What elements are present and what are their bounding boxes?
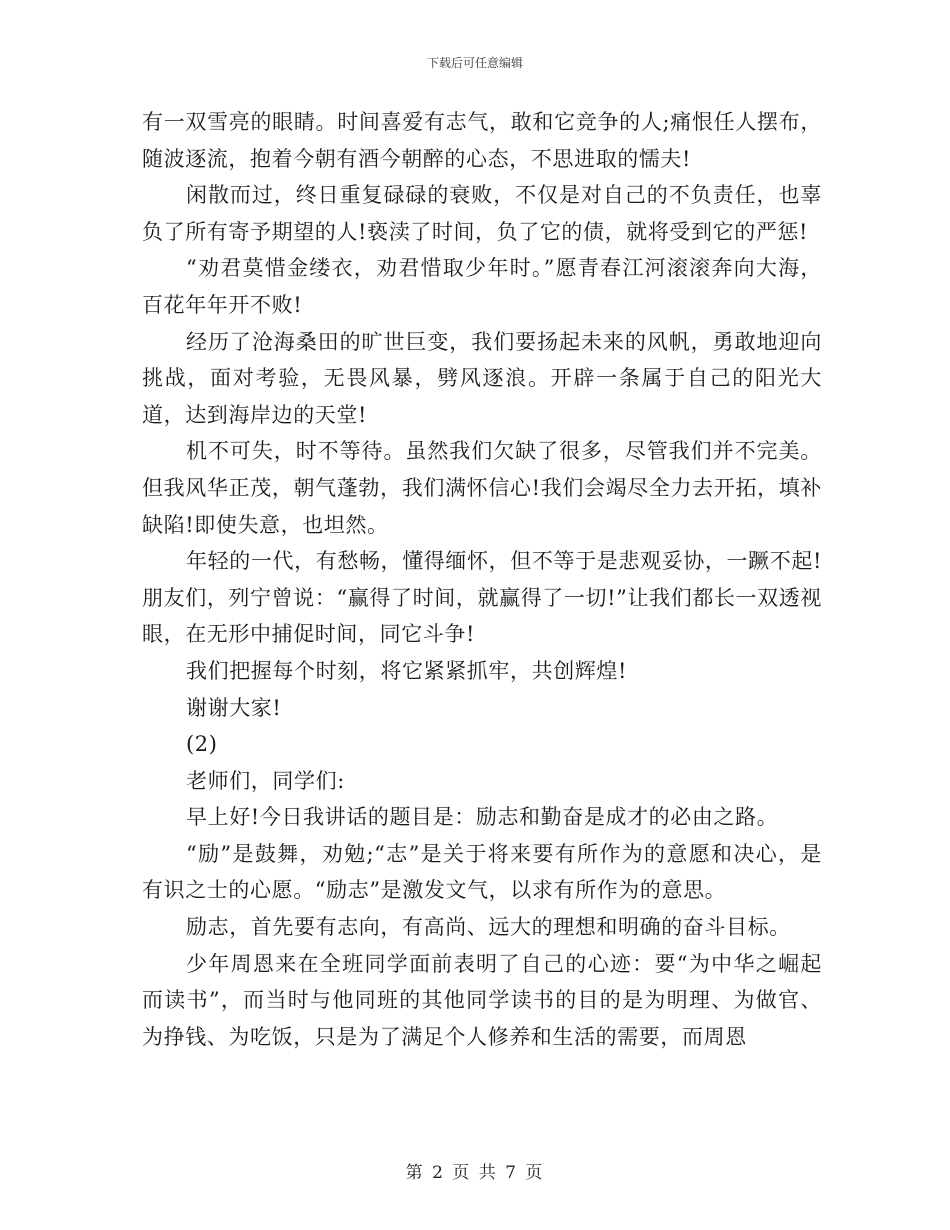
- paragraph-12: “励”是鼓舞，劝勉;“志”是关于将来要有所作为的意愿和决心，是有识之士的心愿。“励志”是激发文气，以求有所作为的意思。: [142, 841, 822, 903]
- salutation: 老师们，同学们:: [186, 768, 345, 793]
- paragraph-4: 经历了沧海桑田的旷世巨变，我们要扬起未来的风帆，勇敢地迎向挑战，面对考验，无畏风暴，劈风逐浪。开辟一条属于自己的阳光大道，达到海岸边的天堂!: [142, 329, 822, 427]
- paragraph-8: 谢谢大家!: [186, 695, 282, 720]
- paragraph-11: 早上好!今日我讲话的题目是：励志和勤奋是成才的必由之路。: [186, 805, 779, 830]
- paragraph-1: 有一双雪亮的眼睛。时间喜爱有志气，敢和它竞争的人;痛恨任人摆布，随波逐流，抱着今朝有酒今朝醉的心态，不思进取的懦夫!: [142, 110, 822, 171]
- paragraph-7: 我们把握每个时刻，将它紧紧抓牢，共创辉煌!: [186, 658, 628, 683]
- paragraph-2: 闲散而过，终日重复碌碌的衰败，不仅是对自己的不负责任，也辜负了所有寄予期望的人!亵渎了时间，负了它的债，就将受到它的严惩!: [142, 183, 822, 244]
- paragraph-14: 少年周恩来在全班同学面前表明了自己的心迹：要“为中华之崛起而读书”，而当时与他同班的其他同学读书的目的是为明理、为做官、为挣钱、为吃饭，只是为了满足个人修养和生活的需要，而周恩: [142, 951, 822, 1049]
- paragraph-5: 机不可失，时不等待。虽然我们欠缺了很多，尽管我们并不完美。但我风华正茂，朝气蓬勃，我们满怀信心!我们会竭尽全力去开拓，填补缺陷!即使失意，也坦然。: [142, 439, 822, 537]
- paragraph-3: “劝君莫惜金缕衣，劝君惜取少年时。”愿青春江河滚滚奔向大海，百花年年开不败!: [142, 256, 822, 317]
- page-header: 下载后可任意编辑: [426, 56, 523, 70]
- document-body: [142, 104, 822, 1055]
- section-number: (2): [186, 732, 218, 757]
- page-footer: 第 2 页 共 7 页: [405, 1163, 545, 1183]
- paragraph-6: 年轻的一代，有愁畅，懂得缅怀，但不等于是悲观妥协，一蹶不起!朋友们，列宁曾说：“赢得了时间，就赢得了一切!”让我们都长一双透视眼，在无形中捕促时间，同它斗争!: [142, 549, 822, 647]
- paragraph-13: 励志，首先要有志向，有高尚、远大的理想和明确的奋斗目标。: [186, 915, 791, 940]
